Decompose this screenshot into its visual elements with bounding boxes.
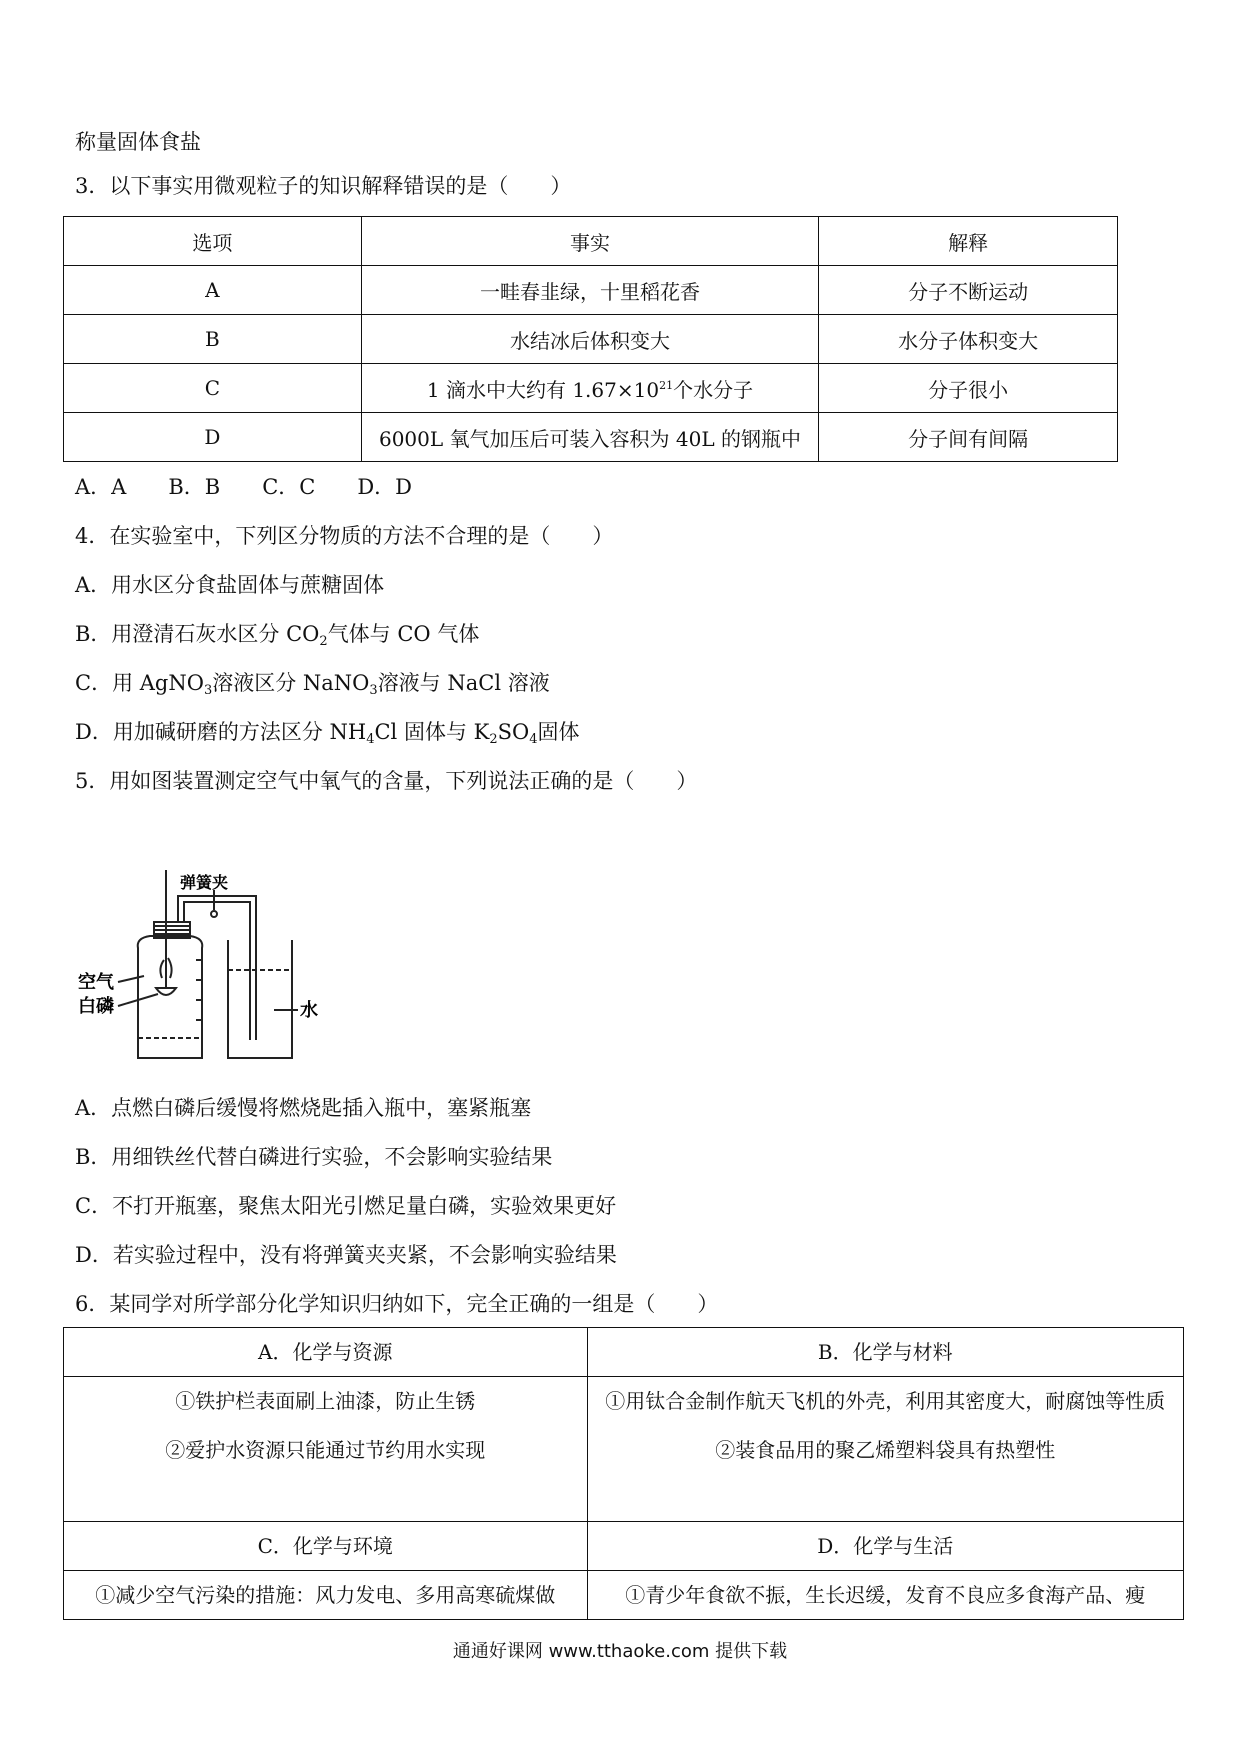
table-header-row [64,217,1118,266]
table-row [64,266,1118,315]
text: D．用加碱研磨的方法区分 NH [75,720,367,744]
apparatus-figure [78,870,348,1070]
row-fact: 水结冰后体积变大 [361,315,819,364]
fact-text: 个水分子 [673,377,754,402]
text: 气体与 CO 气体 [327,622,480,646]
text: 溶液区分 NaNO [212,671,370,695]
subscript: 4 [366,732,375,747]
text: B．用澄清石灰水区分 CO [75,622,320,646]
row-option: B [64,315,362,364]
cell-a-body [64,1377,588,1522]
q5-option-c: C．不打开瓶塞，聚焦太阳光引燃足量白磷，实验效果更好 [75,1194,617,1218]
q4-option-a: A．用水区分食盐固体与蔗糖固体 [75,573,385,597]
row-explain: 分子很小 [819,364,1118,413]
row-fact: 一畦春韭绿，十里稻花香 [361,266,819,315]
exponent: 21 [659,378,674,392]
label-clip: 弹簧夹 [180,873,229,892]
subscript: 2 [489,732,498,747]
text: 溶液与 NaCl 溶液 [377,671,550,695]
cell-b-body [587,1377,1183,1522]
label-air: 空气 [78,972,114,993]
q4-option-c [75,669,550,697]
q4-option-b [75,620,479,648]
table-row [64,315,1118,364]
q5-option-d: D．若实验过程中，没有将弹簧夹夹紧，不会影响实验结果 [75,1243,617,1267]
cell-c-body: ①减少空气污染的措施：风力发电、多用高寒硫煤做 [64,1571,588,1620]
text: C．用 AgNO [75,671,204,695]
q5-option-a: A．点燃白磷后缓慢将燃烧匙插入瓶中，塞紧瓶塞 [75,1096,532,1120]
q3-stem: 3．以下事实用微观粒子的知识解释错误的是（ ） [75,174,572,198]
row-fact [361,364,819,413]
list-item: ②爱护水资源只能通过节约用水实现 [165,1438,486,1462]
q4-option-d [75,718,579,746]
row-explain: 分子不断运动 [819,266,1118,315]
list-item: ②装食品用的聚乙烯塑料袋具有热塑性 [715,1438,1056,1462]
table-row [64,1328,1184,1377]
subscript: 3 [203,683,213,698]
row-explain: 分子间有间隔 [819,413,1118,462]
table-row [64,1571,1184,1620]
row-option: D [64,413,362,462]
list-item: ①用钛合金制作航天飞机的外壳，利用其密度大，耐腐蚀等性质 [605,1389,1166,1413]
cell-d-body: ①青少年食欲不振，生长迟缓，发育不良应多食海产品、瘦 [587,1571,1183,1620]
subscript: 4 [529,732,538,747]
list-item: ①铁护栏表面刷上油漆，防止生锈 [175,1389,476,1413]
row-fact: 6000L 氧气加压后可装入容积为 40L 的钢瓶中 [361,413,819,462]
header-fact: 事实 [361,217,819,266]
subscript: 2 [319,634,328,649]
table-row [64,1377,1184,1522]
row-option: C [64,364,362,413]
cell-d-title: D．化学与生活 [587,1522,1183,1571]
text: SO [497,720,530,744]
q3-answers: A．A B．B C．C D．D [75,475,413,499]
q5-option-b: B．用细铁丝代替白磷进行实验，不会影响实验结果 [75,1145,553,1169]
fact-text: 1 滴水中大约有 1.67×10 [426,377,660,402]
table-row [64,413,1118,462]
subscript: 3 [369,683,378,698]
text: Cl 固体与 K [374,720,490,744]
text: 固体 [537,720,580,744]
cell-b-title: B．化学与材料 [587,1328,1183,1377]
header-explain: 解释 [819,217,1118,266]
header-option: 选项 [64,217,362,266]
row-option: A [64,266,362,315]
q3-table [63,216,1118,462]
table-row [64,1522,1184,1571]
page-footer: 通通好课网 www.tthaoke.com 提供下载 [452,1641,788,1662]
label-water: 水 [300,1000,318,1021]
cell-a-title: A．化学与资源 [64,1328,588,1377]
intro-line: 称量固体食盐 [75,130,201,154]
label-phosphorus: 白磷 [78,996,114,1017]
cell-c-title: C．化学与环境 [64,1522,588,1571]
table-row [64,364,1118,413]
row-explain: 水分子体积变大 [819,315,1118,364]
q6-stem: 6．某同学对所学部分化学知识归纳如下，完全正确的一组是（ ） [75,1292,719,1316]
q5-stem: 5．用如图装置测定空气中氧气的含量，下列说法正确的是（ ） [75,769,698,793]
q4-stem: 4．在实验室中，下列区分物质的方法不合理的是（ ） [75,524,614,548]
q6-table [63,1327,1184,1620]
